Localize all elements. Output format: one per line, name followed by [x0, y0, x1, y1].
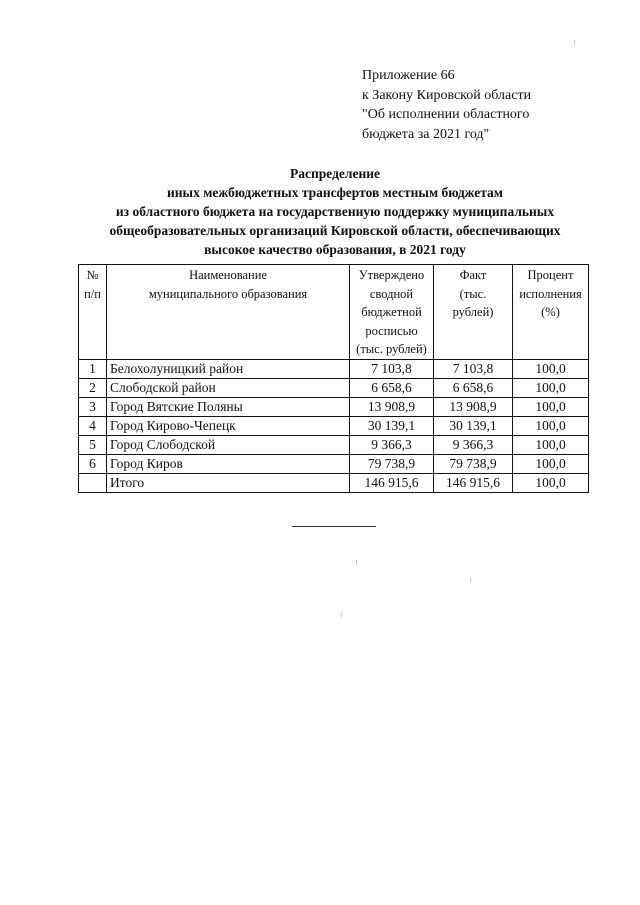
- row-num: 6: [79, 454, 107, 473]
- total-label: Итого: [107, 473, 350, 492]
- distribution-table: [78, 264, 589, 493]
- total-fact: 146 915,6: [434, 473, 513, 492]
- appendix-line: к Закону Кировской области: [362, 87, 532, 103]
- row-approved: 13 908,9: [350, 397, 434, 416]
- scan-speck: [341, 612, 342, 617]
- row-fact: 7 103,8: [434, 359, 513, 378]
- title-line: высокое качество образования, в 2021 году: [204, 242, 466, 257]
- table-row: [79, 378, 589, 397]
- document-title: [40, 164, 630, 259]
- total-percent: 100,0: [513, 473, 589, 492]
- row-percent: 100,0: [513, 378, 589, 397]
- appendix-line: "Об исполнении областного: [362, 107, 530, 122]
- row-approved: 79 738,9: [350, 454, 434, 473]
- row-percent: 100,0: [513, 359, 589, 378]
- row-fact: 9 366,3: [434, 435, 513, 454]
- table-row: [79, 416, 589, 435]
- header-fact: Факт (тыс. рублей): [434, 265, 513, 360]
- table-row: [79, 454, 589, 473]
- total-row: [79, 473, 589, 492]
- row-num: 2: [79, 378, 107, 397]
- table-header-row: [79, 265, 589, 360]
- table-row: [79, 359, 589, 378]
- header-name: Наименование муниципального образования: [107, 265, 350, 360]
- total-num: [79, 473, 107, 492]
- row-name: Слободской район: [107, 378, 350, 397]
- row-percent: 100,0: [513, 454, 589, 473]
- row-num: 4: [79, 416, 107, 435]
- header-num: № п/п: [79, 265, 107, 360]
- title-line: Распределение: [289, 166, 381, 181]
- row-percent: 100,0: [513, 397, 589, 416]
- appendix-line: бюджета за 2021 год": [362, 126, 490, 142]
- row-fact: 30 139,1: [434, 416, 513, 435]
- header-approved: Утверждено сводной бюджетной росписью (тыс. рублей): [350, 265, 434, 360]
- row-name: Город Слободской: [107, 435, 350, 454]
- row-num: 1: [79, 359, 107, 378]
- row-name: Город Киров: [107, 454, 350, 473]
- title-line: общеобразовательных организаций Кировской области, обеспечивающих: [109, 223, 561, 238]
- table-row: [79, 435, 589, 454]
- row-num: 5: [79, 435, 107, 454]
- scan-speck: [356, 560, 357, 565]
- header-percent: Процент исполнения (%): [513, 265, 589, 360]
- appendix-line: Приложение 66: [362, 68, 455, 83]
- row-percent: 100,0: [513, 416, 589, 435]
- row-fact: 79 738,9: [434, 454, 513, 473]
- row-name: Город Вятские Поляны: [107, 397, 350, 416]
- row-approved: 9 366,3: [350, 435, 434, 454]
- row-fact: 13 908,9: [434, 397, 513, 416]
- row-approved: 30 139,1: [350, 416, 434, 435]
- row-name: Город Кирово-Чепецк: [107, 416, 350, 435]
- closing-rule: [292, 526, 376, 527]
- row-num: 3: [79, 397, 107, 416]
- row-name: Белохолуницкий район: [107, 359, 350, 378]
- row-fact: 6 658,6: [434, 378, 513, 397]
- row-approved: 6 658,6: [350, 378, 434, 397]
- title-line: из областного бюджета на государственную поддержку муниципальных: [115, 204, 555, 219]
- row-approved: 7 103,8: [350, 359, 434, 378]
- table-row: [79, 397, 589, 416]
- appendix-block: [362, 66, 531, 144]
- row-percent: 100,0: [513, 435, 589, 454]
- scan-speck: [574, 40, 575, 45]
- scan-speck: [470, 578, 471, 583]
- title-line: иных межбюджетных трансфертов местным бюджетам: [167, 185, 503, 200]
- total-approved: 146 915,6: [350, 473, 434, 492]
